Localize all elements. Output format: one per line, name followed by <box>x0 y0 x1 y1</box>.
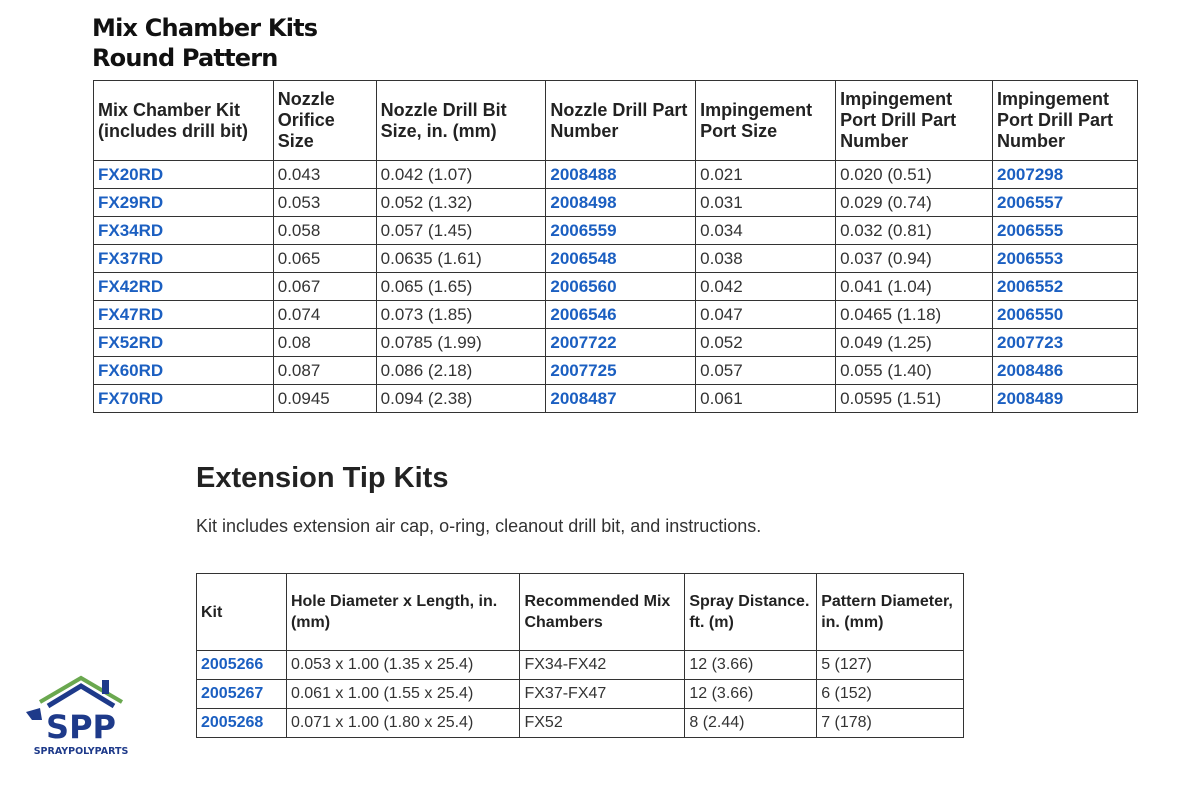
table-cell: 5 (127) <box>817 651 964 680</box>
table-cell: 0.057 (1.45) <box>376 217 546 245</box>
table-cell: 2005266 <box>197 651 287 680</box>
table-header-row <box>94 81 1138 161</box>
table-cell: FX52RD <box>94 329 274 357</box>
table-cell: 2006557 <box>993 189 1138 217</box>
table-cell: FX34-FX42 <box>520 651 685 680</box>
table-cell: 2007723 <box>993 329 1138 357</box>
table-cell: 2007722 <box>546 329 696 357</box>
table-cell: FX42RD <box>94 273 274 301</box>
table-cell: 0.057 <box>696 357 836 385</box>
mix-chamber-table <box>93 80 1138 413</box>
table-cell: 0.020 (0.51) <box>836 161 993 189</box>
table-cell: 0.0465 (1.18) <box>836 301 993 329</box>
table-cell: 0.042 <box>696 273 836 301</box>
table-cell: 0.021 <box>696 161 836 189</box>
table-row <box>197 709 964 738</box>
header-cell: Spray Distance. ft. (m) <box>685 574 817 651</box>
extension-tip-table <box>196 573 964 738</box>
header-cell: Mix Chamber Kit (includes drill bit) <box>94 81 274 161</box>
table-cell: 0.061 x 1.00 (1.55 x 25.4) <box>286 680 520 709</box>
header-cell: Impingement Port Size <box>696 81 836 161</box>
table-cell: 0.037 (0.94) <box>836 245 993 273</box>
table-cell: 2008498 <box>546 189 696 217</box>
header-cell: Impingement Port Drill Part Number <box>836 81 993 161</box>
table-cell: FX20RD <box>94 161 274 189</box>
table-cell: 0.065 <box>273 245 376 273</box>
table-cell: 0.053 <box>273 189 376 217</box>
table-row <box>94 329 1138 357</box>
table-cell: 0.0945 <box>273 385 376 413</box>
table-cell: 2008486 <box>993 357 1138 385</box>
table-cell: 2006546 <box>546 301 696 329</box>
table-header-row <box>197 574 964 651</box>
table-cell: FX52 <box>520 709 685 738</box>
table-cell: FX37RD <box>94 245 274 273</box>
table-row <box>94 357 1138 385</box>
table-cell: 0.029 (0.74) <box>836 189 993 217</box>
extension-title: Extension Tip Kits <box>196 462 449 494</box>
table-cell: 0.052 (1.32) <box>376 189 546 217</box>
table-cell: 0.055 (1.40) <box>836 357 993 385</box>
table-cell: 0.067 <box>273 273 376 301</box>
table-cell: 0.087 <box>273 357 376 385</box>
table-cell: 2008489 <box>993 385 1138 413</box>
table-cell: FX60RD <box>94 357 274 385</box>
table-cell: 0.058 <box>273 217 376 245</box>
table-cell: 0.038 <box>696 245 836 273</box>
table-row <box>197 651 964 680</box>
table-cell: 2007298 <box>993 161 1138 189</box>
chimney <box>102 680 109 694</box>
table-cell: 0.0785 (1.99) <box>376 329 546 357</box>
header-cell: Hole Diameter x Length, in. (mm) <box>286 574 520 651</box>
table-cell: 0.074 <box>273 301 376 329</box>
table-row <box>197 680 964 709</box>
table-cell: 8 (2.44) <box>685 709 817 738</box>
table-cell: 2006555 <box>993 217 1138 245</box>
table-cell: 0.0595 (1.51) <box>836 385 993 413</box>
table-cell: FX34RD <box>94 217 274 245</box>
table-cell: 0.049 (1.25) <box>836 329 993 357</box>
page-subtitle: Round Pattern <box>92 44 278 72</box>
header-cell: Kit <box>197 574 287 651</box>
header-cell: Nozzle Orifice Size <box>273 81 376 161</box>
table-cell: 0.086 (2.18) <box>376 357 546 385</box>
table-row <box>94 301 1138 329</box>
table-cell: FX47RD <box>94 301 274 329</box>
table-cell: 0.073 (1.85) <box>376 301 546 329</box>
header-cell: Nozzle Drill Bit Size, in. (mm) <box>376 81 546 161</box>
table-cell: 2007725 <box>546 357 696 385</box>
spray-gun-icon <box>26 708 42 720</box>
logo-tagline: SPRAYPOLYPARTS <box>33 746 129 757</box>
header-cell: Nozzle Drill Part Number <box>546 81 696 161</box>
table-cell: 2006553 <box>993 245 1138 273</box>
table-cell: 2006560 <box>546 273 696 301</box>
table-cell: 12 (3.66) <box>685 651 817 680</box>
table-row <box>94 245 1138 273</box>
table-cell: 12 (3.66) <box>685 680 817 709</box>
table-cell: 0.094 (2.38) <box>376 385 546 413</box>
table-cell: 2006548 <box>546 245 696 273</box>
table-cell: 6 (152) <box>817 680 964 709</box>
table-cell: 2005267 <box>197 680 287 709</box>
spp-logo <box>18 672 144 758</box>
table-cell: FX70RD <box>94 385 274 413</box>
table-cell: 0.071 x 1.00 (1.80 x 25.4) <box>286 709 520 738</box>
roof-green <box>40 678 122 702</box>
table-cell: 0.043 <box>273 161 376 189</box>
table-cell: 0.053 x 1.00 (1.35 x 25.4) <box>286 651 520 680</box>
table-cell: 0.08 <box>273 329 376 357</box>
logo-letters: SPP <box>46 708 116 746</box>
table-cell: 0.065 (1.65) <box>376 273 546 301</box>
table-cell: 0.031 <box>696 189 836 217</box>
table-cell: 0.061 <box>696 385 836 413</box>
table-cell: 2005268 <box>197 709 287 738</box>
table-cell: FX29RD <box>94 189 274 217</box>
table-cell: 2006550 <box>993 301 1138 329</box>
table-cell: FX37-FX47 <box>520 680 685 709</box>
table-cell: 0.042 (1.07) <box>376 161 546 189</box>
extension-subtitle: Kit includes extension air cap, o-ring, cleanout drill bit, and instructions. <box>196 516 762 536</box>
table-cell: 2006559 <box>546 217 696 245</box>
table-cell: 0.032 (0.81) <box>836 217 993 245</box>
table-cell: 0.0635 (1.61) <box>376 245 546 273</box>
table-cell: 0.034 <box>696 217 836 245</box>
table-cell: 2006552 <box>993 273 1138 301</box>
table-row <box>94 217 1138 245</box>
header-cell: Pattern Diameter, in. (mm) <box>817 574 964 651</box>
table-row <box>94 385 1138 413</box>
header-cell: Recommended Mix Chambers <box>520 574 685 651</box>
table-cell: 7 (178) <box>817 709 964 738</box>
table-row <box>94 161 1138 189</box>
table-row <box>94 273 1138 301</box>
page-title: Mix Chamber Kits <box>92 14 318 42</box>
table-cell: 2008487 <box>546 385 696 413</box>
table-row <box>94 189 1138 217</box>
table-cell: 2008488 <box>546 161 696 189</box>
header-cell: Impingement Port Drill Part Number <box>993 81 1138 161</box>
table-cell: 0.052 <box>696 329 836 357</box>
table-cell: 0.041 (1.04) <box>836 273 993 301</box>
table-cell: 0.047 <box>696 301 836 329</box>
